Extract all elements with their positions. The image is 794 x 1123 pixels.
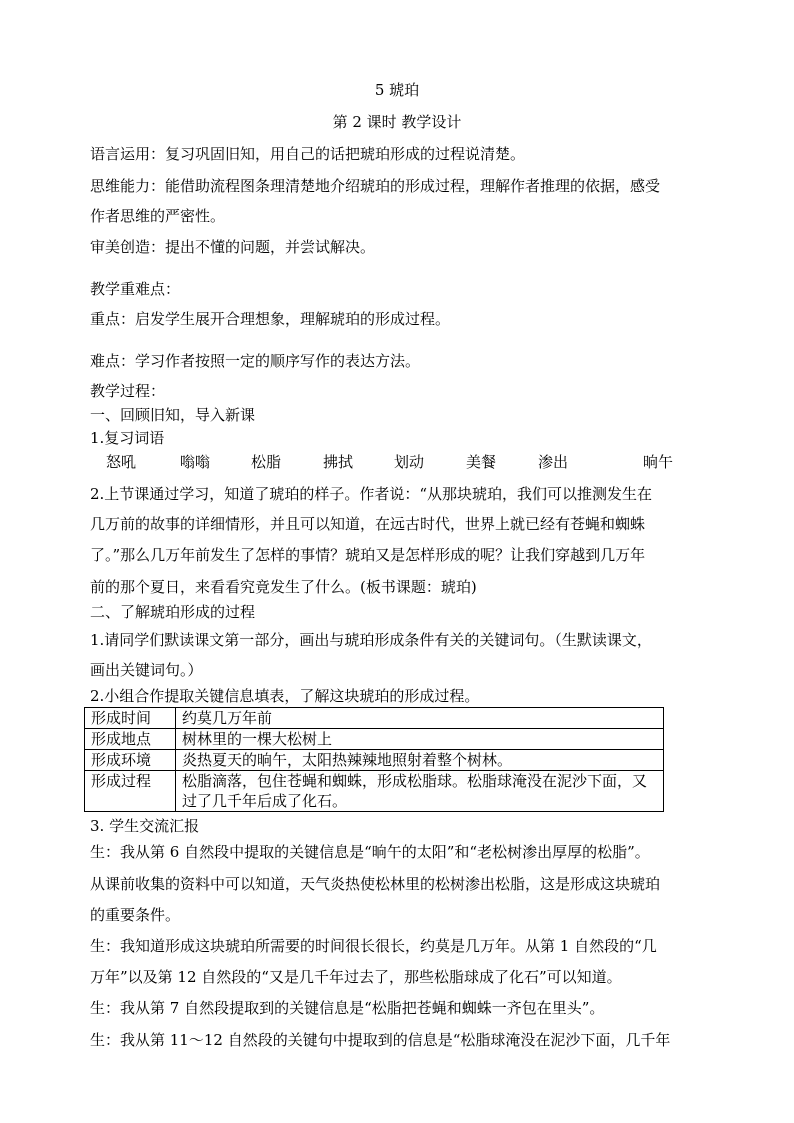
- vocab-word: 怒吼: [106, 453, 137, 471]
- table-row: [85, 771, 664, 812]
- objective-line: 审美创造：提出不懂的问题，并尝试解决。: [90, 238, 376, 256]
- student-line: 的重要条件。: [90, 906, 181, 924]
- process-heading: 教学过程：: [90, 382, 166, 400]
- table-key: 形成时间: [85, 708, 176, 729]
- student-line: 生：我知道形成这块琥珀所需要的时间很长很长，约莫是几万年。从第 1 自然段的“几: [90, 937, 657, 955]
- vocab-word: 划动: [394, 453, 425, 471]
- key-points-heading: 教学重难点：: [90, 280, 181, 298]
- objective-line: 思维能力：能借助流程图条理清楚地介绍琥珀的形成过程，理解作者推理的依据，感受: [90, 177, 661, 195]
- table-key: 形成环境: [85, 750, 176, 771]
- paragraph-line: 2.上节课通过学习，知道了琥珀的样子。作者说：“从那块琥珀，我们可以推测发生在: [90, 485, 652, 503]
- key-point: 重点：启发学生展开合理想象，理解琥珀的形成过程。: [90, 310, 451, 328]
- vocab-word: 渗出: [538, 453, 569, 471]
- section-heading: 一、回顾旧知，导入新课: [90, 406, 256, 424]
- student-line: 生：我从第 6 自然段中提取的关键信息是“晌午的太阳”和“老松树渗出厚厚的松脂”。: [90, 843, 650, 861]
- vocab-word: 松脂: [251, 453, 282, 471]
- table-row: [85, 750, 664, 771]
- vocab-word: 美餐: [466, 453, 497, 471]
- table-key: 形成地点: [85, 729, 176, 750]
- paragraph-line: 前的那个夏日，来看看究竟发生了什么。(板书课题：琥珀): [90, 578, 477, 596]
- document-title: 5 琥珀: [374, 81, 420, 99]
- document-subtitle: 第 2 课时 教学设计: [332, 113, 462, 131]
- objective-line: 作者思维的严密性。: [90, 207, 226, 225]
- paragraph-line: 几万前的故事的详细情形，并且可以知道，在远古时代，世界上就已经有苍蝇和蜘蛛: [90, 515, 646, 533]
- table-value: 松脂滴落，包住苍蝇和蜘蛛，形成松脂球。松脂球淹没在泥沙下面，又过了几千年后成了化石。: [176, 771, 664, 812]
- item-heading: 1.复习词语: [90, 429, 165, 447]
- paragraph-line: 画出关键词句。）: [90, 661, 203, 679]
- section-heading: 二、了解琥珀形成的过程: [90, 603, 256, 621]
- item-heading: 3. 学生交流汇报: [90, 817, 200, 835]
- student-line: 从课前收集的资料中可以知道，天气炎热使松林里的松树渗出松脂，这是形成这块琥珀: [90, 875, 661, 893]
- student-line: 万年”以及第 12 自然段的“又是几千年过去了，那些松脂球成了化石”可以知道。: [90, 968, 622, 986]
- item-heading: 2.小组合作提取关键信息填表，了解这块琥珀的形成过程。: [90, 687, 480, 705]
- vocab-word: 嗡嗡: [180, 453, 211, 471]
- vocab-word: 拂拭: [323, 453, 354, 471]
- objective-line: 语言运用：复习巩固旧知，用自己的话把琥珀形成的过程说清楚。: [90, 145, 526, 163]
- table-row: [85, 729, 664, 750]
- table-value: 约莫几万年前: [176, 708, 664, 729]
- paragraph-line: 1.请同学们默读课文第一部分，画出与琥珀形成条件有关的关键词句。（生默读课文，: [90, 631, 652, 649]
- paragraph-line: 了。”那么几万年前发生了怎样的事情？琥珀又是怎样形成的呢？让我们穿越到几万年: [90, 546, 646, 564]
- student-line: 生：我从第 7 自然段提取到的关键信息是“松脂把苍蝇和蜘蛛一齐包在里头”。: [90, 999, 605, 1017]
- formation-table: [84, 707, 664, 812]
- difficult-point: 难点：学习作者按照一定的顺序写作的表达方法。: [90, 352, 421, 370]
- table-value: 炎热夏天的晌午，太阳热辣辣地照射着整个树林。: [176, 750, 664, 771]
- student-line: 生：我从第 11～12 自然段的关键句中提取到的信息是“松脂球淹没在泥沙下面，几千年: [90, 1031, 671, 1049]
- table-row: [85, 708, 664, 729]
- vocab-list: [0, 452, 794, 474]
- vocab-word: 晌午: [643, 453, 674, 471]
- table-key: 形成过程: [85, 771, 176, 812]
- table-value: 树林里的一棵大松树上: [176, 729, 664, 750]
